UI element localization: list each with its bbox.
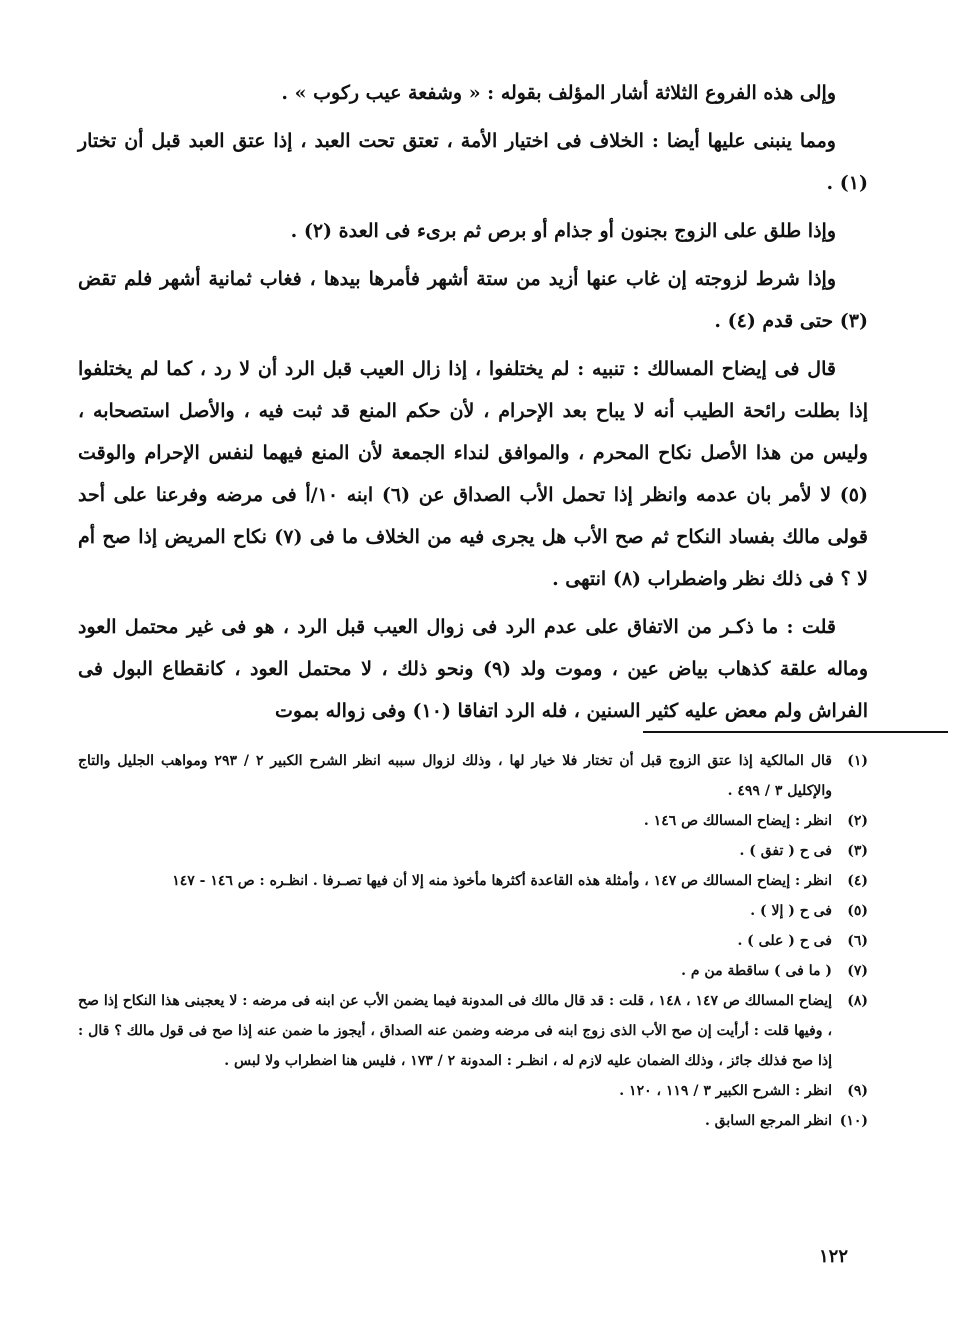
footnote-divider — [643, 731, 948, 733]
paragraph-4: وإذا شرط لزوجته إن غاب عنها أزيد من ستة أشهر فأمرها بيدها ، فغاب ثمانية أشهر فلم تقض (٣) حتى قدم (٤) . — [78, 268, 868, 332]
footnote-number: (٢) — [847, 813, 868, 829]
paragraph-6: قلت : ما ذكـر من الاتفاق على عدم الرد فى زوال العيب قبل الرد ، هو فى غير محتمل العود وماله علقة كذهاب بياض عين ، وموت ولد (٩) ونحو ذلك ، لا محتمل العود ، كانقطاع البول فى الفراش ولم معض عليه كثير السنين ، فله الرد اتفاقا (١٠) وفى زواله بموت — [78, 616, 868, 722]
main-text — [78, 72, 868, 732]
footnote-text: قال المالكية إذا عتق الزوج قبل أن تختار فلا خيار لها ، وذلك لزوال سببه انظر الشرح الكبير ٢ / ٢٩٣ ومواهب الجليل والتاج والإكليل ٣ / ٤٩٩ . — [78, 753, 832, 799]
footnote-text: ( ما فى ) ساقطة من م . — [681, 963, 832, 979]
footnote-10 — [78, 1106, 868, 1136]
footnote-number: (٥) — [847, 903, 868, 919]
footnote-4 — [78, 866, 868, 896]
footnote-text: انظر : الشرح الكبير ٣ / ١١٩ ، ١٢٠ . — [619, 1083, 832, 1099]
footnote-number: (٣) — [847, 843, 868, 859]
footnote-text: فى ح ( على ) . — [737, 933, 832, 949]
footnotes — [78, 746, 868, 1136]
paragraph-3: وإذا طلق على الزوج بجنون أو جذام أو برص ثم برىء فى العدة (٢) . — [290, 220, 836, 242]
footnote-6 — [78, 926, 868, 956]
paragraph-1: وإلى هذه الفروع الثلاثة أشار المؤلف بقوله : « وشفعة عيب ركوب » . — [281, 82, 836, 104]
footnote-number: (١) — [847, 753, 868, 769]
footnote-number: (٩) — [847, 1083, 868, 1099]
footnote-9 — [78, 1076, 868, 1106]
footnote-2 — [78, 806, 868, 836]
footnote-text: فى ح ( إلا ) . — [750, 903, 832, 919]
footnote-text: انظر : إيضاح المسالك ص ١٤٧ ، وأمثلة هذه القاعدة أكثرها مأخوذ منه إلا أن فيها تصـرفا . انظـره : ص ١٤٦ - ١٤٧ — [172, 873, 832, 889]
footnote-3 — [78, 836, 868, 866]
footnote-text: فى ح ( تفق ) . — [739, 843, 832, 859]
footnote-number: (٧) — [847, 963, 868, 979]
footnote-5 — [78, 896, 868, 926]
footnote-number: (١٠) — [839, 1113, 868, 1129]
footnote-number: (٨) — [847, 993, 868, 1009]
paragraph-5: قال فى إيضاح المسالك : تنبيه : لم يختلفوا ، إذا زال العيب قبل الرد أن لا رد ، كما لم يختلفوا إذا بطلت رائحة الطيب أنه لا يباح بعد الإحرام ، لأن حكم المنع قد ثبت فيه ، والأصل استصحابه ، وليس من هذا الأصل نكاح المحرم ، والموافق لنداء الجمعة لأن المنع فيهما لنفس الإحرام والوقت (٥) لا لأمر بان عدمه وانظر إذا تحمل الأب الصداق عن (٦) ابنه ١٠/أ فى مرضه وفرعنا على أحد قولى مالك بفساد النكاح ثم صح الأب هل يجرى فيه من الخلاف ما فى (٧) نكاح المريض إذا صح أم لا ؟ فى ذلك نظر واضطراب (٨) انتهى . — [78, 358, 868, 590]
footnote-number: (٤) — [847, 873, 868, 889]
footnote-number: (٦) — [847, 933, 868, 949]
footnote-7 — [78, 956, 868, 986]
footnote-text: إيضاح المسالك ص ١٤٧ ، ١٤٨ ، قلت : قد قال مالك فى المدونة فيما يضمن الأب عن ابنه فى مرضه : لا يعجبنى هذا النكاح إذا صح ، وفيها قلت : أرأيت إن صح الأب الذى زوج ابنه فى مرضه وضمن عنه الصداق ، أيجوز ما ضمن عنه إذا صح فى قول مالك ؟ قال : إذا صح فذلك جائز ، وذلك الضمان عليه لازم له ، انظـر : المدونة ٢ / ١٧٣ ، فليس هنا اضطراب ولا لبس . — [78, 993, 832, 1069]
footnote-text: انظر : إيضاح المسالك ص ١٤٦ . — [643, 813, 832, 829]
footnote-text: انظر المرجع السابق . — [704, 1113, 832, 1129]
paragraph-2: ومما ينبنى عليها أيضا : الخلاف فى اختيار الأمة ، تعتق تحت العبد ، إذا عتق العبد قبل أن تختار (١) . — [78, 130, 868, 194]
page-number: ١٢٢ — [818, 1246, 848, 1267]
footnote-1 — [78, 746, 868, 806]
footnote-8 — [78, 986, 868, 1076]
